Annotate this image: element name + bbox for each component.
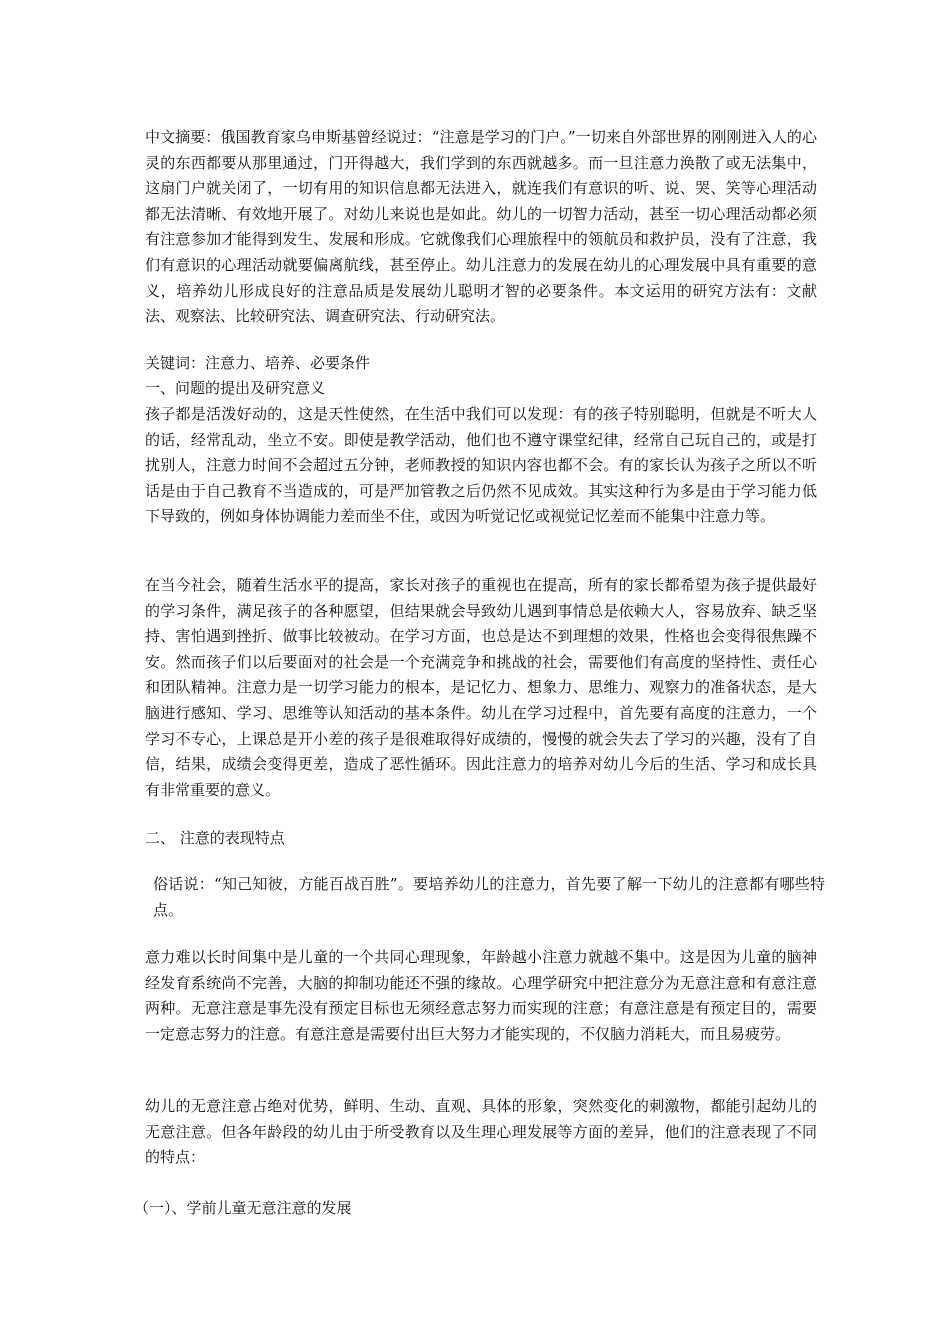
section-heading-2: 二、 注意的表现特点 (145, 829, 285, 847)
body-paragraph-4: 意力难以长时间集中是儿童的一个共同心理现象，年龄越小注意力就越不集中。这是因为儿童的脑神经发育系统尚不完善，大脑的抑制功能还不强的缘故。心理学研究中把注意分为无意注意和有意注意两种。无意注意是事先没有预定目标也无须经意志努力而实现的注意；有意注意是有预定目的，需要一定意志努力的注意。有意注意是需要付出巨大努力才能实现的，不仅脑力消耗大，而且易疲劳。 (145, 948, 817, 1043)
body-paragraph-1: 孩子都是活泼好动的，这是天性使然，在生活中我们可以发现：有的孩子特别聪明，但就是不听大人的话，经常乱动，坐立不安。即使是教学活动，他们也不遵守课堂纪律，经常自己玩自己的，或是打扰别人，注意力时间不会超过五分钟，老师教授的知识内容也都不会。有的家长认为孩子之所以不听话是由于自己教育不当造成的，可是严加管教之后仍然不见成效。其实这种行为多是由于学习能力低下导致的，例如身体协调能力差而坐不住，或因为听觉记忆或视觉记忆差而不能集中注意力等。 (145, 405, 817, 526)
body-paragraph-2: 在当今社会，随着生活水平的提高，家长对孩子的重视也在提高，所有的家长都希望为孩子提供最好的学习条件，满足孩子的各种愿望，但结果就会导致幼儿遇到事情总是依赖大人，容易放弃、缺乏坚持、害怕遇到挫折、做事比较被动。在学习方面，也总是达不到理想的效果，性格也会变得很焦躁不安。然而孩子们以后要面对的社会是一个充满竞争和挑战的社会，需要他们有高度的坚持性、责任心和团队精神。注意力是一切学习能力的根本，是记忆力、想象力、思维力、观察力的准备状态，是大脑进行感知、学习、思维等认知活动的基本条件。幼儿在学习过程中，首先要有高度的注意力，一个学习不专心，上课总是开小差的孩子是很难取得好成绩的，慢慢的就会失去了学习的兴趣，没有了自信，结果，成绩会变得更差，造成了恶性循环。因此注意力的培养对幼儿今后的生活、学习和成长具有非常重要的意义。 (145, 576, 817, 799)
subsection-heading: （一）、学前儿童无意注意的发展 (134, 1199, 352, 1217)
keywords-line: 关键词：注意力、培养、必要条件 (145, 354, 371, 372)
body-paragraph-5: 幼儿的无意注意占绝对优势，鲜明、生动、直观、具体的形象，突然变化的刺激物，都能引起幼儿的无意注意。但各年龄段的幼儿由于所受教育以及生理心理发展等方面的差异，他们的注意表现了不同的特点： (145, 1097, 817, 1167)
abstract-paragraph: 中文摘要：俄国教育家乌申斯基曾经说过：“注意是学习的门户。”一切来自外部世界的刚刚进入人的心灵的东西都要从那里通过，门开得越大，我们学到的东西就越多。而一旦注意力涣散了或无法集中，这扇门户就关闭了，一切有用的知识信息都无法进入，就连我们有意识的听、说、哭、笑等心理活动都无法清晰、有效地开展了。对幼儿来说也是如此。幼儿的一切智力活动，甚至一切心理活动都必须有注意参加才能得到发生、发展和形成。它就像我们心理旅程中的领航员和救护员，没有了注意，我们有意识的心理活动就要偏离航线，甚至停止。幼儿注意力的发展在幼儿的心理发展中具有重要的意义，培养幼儿形成良好的注意品质是发展幼儿聪明才智的必要条件。本文运用的研究方法有：文献法、观察法、比较研究法、调查研究法、行动研究法。 (145, 128, 817, 326)
section-heading-1: 一、问题的提出及研究意义 (145, 379, 326, 397)
body-paragraph-3: 俗话说：“知己知彼，方能百战百胜”。要培养幼儿的注意力，首先要了解一下幼儿的注意都有哪些特点。 (153, 875, 825, 919)
